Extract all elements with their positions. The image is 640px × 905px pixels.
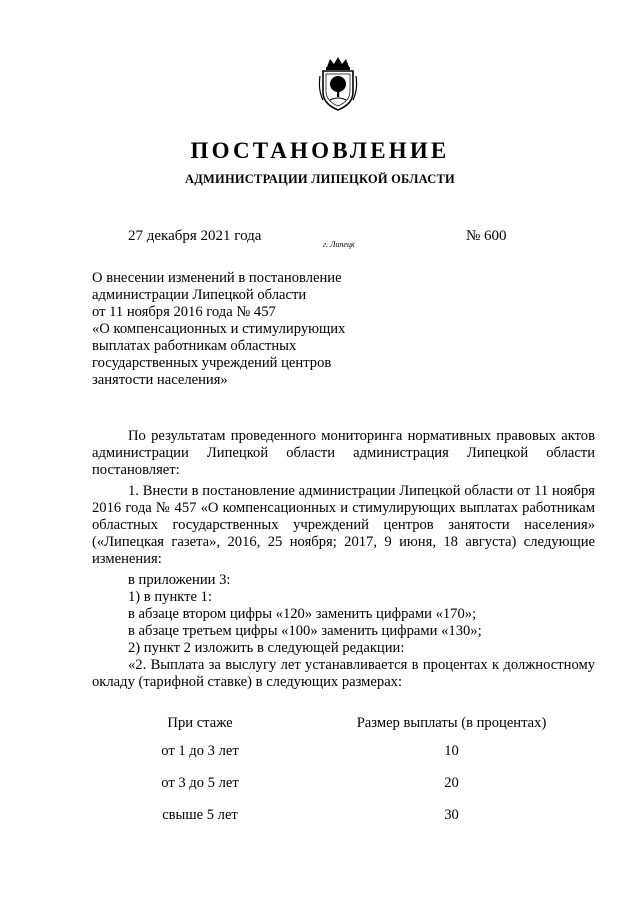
document-title: ПОСТАНОВЛЕНИЕ [190,138,450,163]
document-city: г. Липецк [323,240,355,249]
document-body [92,428,595,695]
change-line: в абзаце втором цифры «120» заменить цифрами «170»; [128,606,477,622]
document-subtitle: АДМИНИСТРАЦИИ ЛИПЕЦКОЙ ОБЛАСТИ [185,172,455,186]
table-cell-percent: 10 [444,743,459,759]
about-line: администрации Липецкой области [92,287,307,303]
about-line: О внесении изменений в постановление [92,270,342,286]
about-line: выплатах работникам областных [92,338,297,354]
clause-1-paragraph: 1. Внести в постановление администрации Липецкой области от 11 ноября 2016 года № 457 «О компенсационных и стимулирующих выплатах работникам областных государственных учреждений центров занятости населения» («Липецкая газета», 2016, 25 ноября; 2017, 9 июня, 18 августа) следующие изменения: [92,483,595,567]
about-line: «О компенсационных и стимулирующих [92,321,346,337]
preamble-paragraph: По результатам проведенного мониторинга нормативных правовых актов администрации Липецкой области администрация Липецкой области постановляет: [92,428,595,478]
about-line: занятости населения» [92,372,228,388]
table-header-row [92,715,595,743]
table-cell-experience: свыше 5 лет [162,807,238,823]
table-cell-percent: 30 [444,807,459,823]
table-cell-experience: от 3 до 5 лет [161,775,239,791]
change-line: 1) в пункте 1: [128,589,213,605]
table-header-cell: При стаже [167,715,233,731]
coat-of-arms-icon [317,56,359,112]
change-line: в абзаце третьем цифры «100» заменить цифрами «130»; [128,623,482,639]
table-row [92,807,595,839]
table-cell-experience: от 1 до 3 лет [161,743,239,759]
table-row [92,743,595,775]
change-line: в приложении 3: [128,572,231,588]
table-header-cell: Размер выплаты (в процентах) [356,715,547,731]
quote-paragraph: «2. Выплата за выслугу лет устанавливается в процентах к должностному окладу (тарифной ставке) в следующих размерах: [92,657,595,690]
seniority-pay-table [92,715,595,839]
document-date: 27 декабря 2021 года [128,228,262,244]
table-cell-percent: 20 [444,775,459,791]
document-number: № 600 [466,228,507,244]
document-about [92,270,392,389]
about-line: от 11 ноября 2016 года № 457 [92,304,276,320]
table-row [92,775,595,807]
change-line: 2) пункт 2 изложить в следующей редакции: [128,640,405,656]
about-line: государственных учреждений центров [92,355,332,371]
